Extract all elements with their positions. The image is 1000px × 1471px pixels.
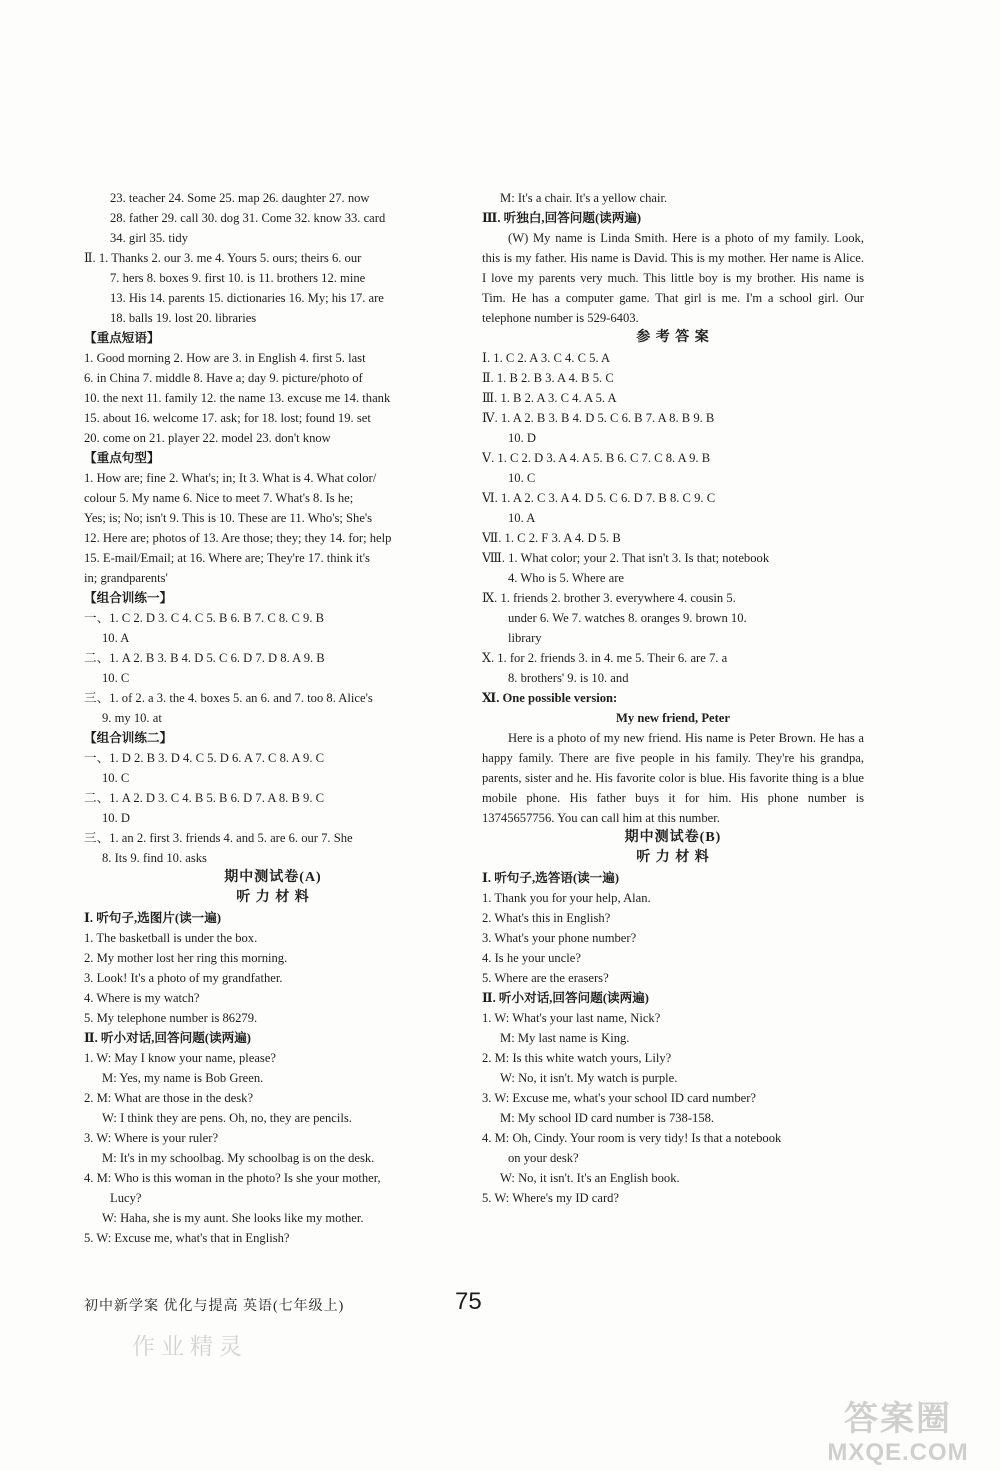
text-line: 4. Where is my watch? [84,991,200,1005]
text-line: Ⅲ. 1. B 2. A 3. C 4. A 5. A [482,391,617,405]
text-line: library [508,631,542,645]
text-line: Lucy? [110,1191,142,1205]
text-line: W: Haha, she is my aunt. She looks like my mother. [102,1211,364,1225]
section-heading: 参 考 答 案 [636,330,710,345]
text-line: Ⅶ. 1. C 2. F 3. A 4. D 5. B [482,531,621,545]
text-line: M: It's a chair. It's a yellow chair. [500,191,668,205]
text-line: on your desk? [508,1151,579,1165]
text-line: 3. What's your phone number? [482,931,637,945]
text-line: 三、1. an 2. first 3. friends 4. and 5. are 6. our 7. She [84,831,353,845]
section-heading: Ⅱ. 听小对话,回答问题(读两遍) [482,991,649,1005]
text-line: 12. Here are; photos of 13. Are those; they; they 14. for; help [84,531,392,545]
text-line: 10. C [508,471,536,485]
text-line: 4. M: Who is this woman in the photo? Is she your mother, [84,1171,381,1185]
text-line: 10. C [102,671,130,685]
section-heading: 听 力 材 料 [236,890,310,905]
text-line: M: My last name is King. [500,1031,630,1045]
text-line: Ⅹ. 1. for 2. friends 3. in 4. me 5. Their 6. are 7. a [482,651,728,665]
text-line: 5. W: Where's my ID card? [482,1191,620,1205]
section-heading: Ⅲ. 听独白,回答问题(读两遍) [482,211,642,225]
book-title: 初中新学案 优化与提高 英语(七年级上) [84,1299,345,1314]
paragraph: (W) My name is Linda Smith. Here is a photo of my family. Look, this is my father. His name is David. This is my mother. Her name is Alice. I love my parents very much. This little boy is my brother. His name is Tim. He has a computer game. That girl is me. I'm a school girl. Our telephone number is 529-6403. [482,231,864,325]
text-line: 2. M: Is this white watch yours, Lily? [482,1051,672,1065]
text-line: W: I think they are pens. Oh, no, they are pencils. [102,1111,352,1125]
text-line: W: No, it isn't. My watch is purple. [500,1071,678,1085]
section-heading: 【重点短语】 [84,331,160,345]
text-line: 15. E-mail/Email; at 16. Where are; They're 17. think it's [84,551,370,565]
text-line: 13. His 14. parents 15. dictionaries 16. My; his 17. are [110,291,384,305]
text-line: 1. W: May I know your name, please? [84,1051,276,1065]
right-column [482,188,864,1208]
text-line: 10. D [102,811,130,825]
watermark-logo-text: 答案圈 [844,1401,952,1438]
text-line: M: It's in my schoolbag. My schoolbag is on the desk. [102,1151,375,1165]
text-line: 1. The basketball is under the box. [84,931,258,945]
text-line: Yes; is; No; isn't 9. This is 10. These are 11. Who's; She's [84,511,373,525]
text-line: 2. M: What are those in the desk? [84,1091,254,1105]
section-heading: 期中测试卷(B) [624,830,722,845]
watermark-url: MXQE.COM [827,1439,969,1466]
text-line: 8. Its 9. find 10. asks [102,851,207,865]
text-line: 9. my 10. at [102,711,162,725]
text-line: Ⅰ. 1. C 2. A 3. C 4. C 5. A [482,351,611,365]
text-line: 4. Is he your uncle? [482,951,581,965]
text-line: 一、1. C 2. D 3. C 4. C 5. B 6. B 7. C 8. C 9. B [84,611,325,625]
section-heading: My new friend, Peter [615,711,730,725]
text-line: 3. W: Excuse me, what's your school ID card number? [482,1091,757,1105]
text-line: 3. W: Where is your ruler? [84,1131,219,1145]
text-line: 10. D [508,431,536,445]
text-line: 1. How are; fine 2. What's; in; It 3. What is 4. What color/ [84,471,377,485]
text-line: 1. Good morning 2. How are 3. in English 4. first 5. last [84,351,366,365]
text-line: 7. hers 8. boxes 9. first 10. is 11. brothers 12. mine [110,271,366,285]
watermark-logo [818,1400,978,1470]
text-line: Ⅳ. 1. A 2. B 3. B 4. D 5. C 6. B 7. A 8. B 9. B [482,411,715,425]
section-heading: 【组合训练一】 [84,591,173,605]
section-heading: 【重点句型】 [84,451,160,465]
text-line: 2. My mother lost her ring this morning. [84,951,288,965]
text-line: 1. W: What's your last name, Nick? [482,1011,661,1025]
text-line: under 6. We 7. watches 8. oranges 9. brown 10. [508,611,747,625]
text-line: 15. about 16. welcome 17. ask; for 18. lost; found 19. set [84,411,371,425]
text-line: 34. girl 35. tidy [110,231,189,245]
text-line: 1. Thank you for your help, Alan. [482,891,651,905]
text-line: 10. A [508,511,536,525]
section-heading: Ⅰ. 听句子,选答语(读一遍) [482,871,620,885]
section-heading: Ⅰ. 听句子,选图片(读一遍) [84,911,222,925]
text-line: 二、1. A 2. B 3. B 4. D 5. C 6. D 7. D 8. A 9. B [84,651,325,665]
section-heading: 听 力 材 料 [636,850,710,865]
text-line: 10. C [102,771,130,785]
text-line: 5. My telephone number is 86279. [84,1011,258,1025]
text-line: 5. W: Excuse me, what's that in English? [84,1231,290,1245]
text-line: 28. father 29. call 30. dog 31. Come 32. know 33. card [110,211,386,225]
text-line: Ⅵ. 1. A 2. C 3. A 4. D 5. C 6. D 7. B 8. C 9. C [482,491,716,505]
text-line: 8. brothers' 9. is 10. and [508,671,629,685]
text-line: 20. come on 21. player 22. model 23. don't know [84,431,331,445]
text-line: 5. Where are the erasers? [482,971,609,985]
text-line: 10. the next 11. family 12. the name 13. excuse me 14. thank [84,391,391,405]
text-line: 10. A [102,631,130,645]
text-line: 一、1. D 2. B 3. D 4. C 5. D 6. A 7. C 8. A 9. C [84,751,325,765]
text-line: 3. Look! It's a photo of my grandfather. [84,971,283,985]
left-column [84,188,462,1248]
text-line: 6. in China 7. middle 8. Have a; day 9. picture/photo of [84,371,363,385]
text-line: Ⅴ. 1. C 2. D 3. A 4. A 5. B 6. C 7. C 8. A 9. B [482,451,711,465]
text-line: 4. Who is 5. Where are [508,571,624,585]
text-line: 4. M: Oh, Cindy. Your room is very tidy! Is that a notebook [482,1131,782,1145]
section-heading: Ⅺ. One possible version: [482,691,618,705]
text-line: in; grandparents' [84,571,168,585]
text-line: 23. teacher 24. Some 25. map 26. daughter 27. now [110,191,370,205]
text-line: M: My school ID card number is 738-158. [500,1111,715,1125]
text-line: 2. What's this in English? [482,911,611,925]
text-line: Ⅱ. 1. Thanks 2. our 3. me 4. Yours 5. ours; theirs 6. our [84,251,362,265]
stamp-logo: 作业精灵 [132,1334,248,1359]
text-line: 三、1. of 2. a 3. the 4. boxes 5. an 6. and 7. too 8. Alice's [84,691,373,705]
paragraph: Here is a photo of my new friend. His name is Peter Brown. He has a happy family. There are five people in his family. They're his grandpa, parents, sister and he. His favorite color is blue. His favorite thing is a blue mobile phone. His father buys it for him. His phone number is 13745657756. You can call him at this number. [482,731,864,825]
section-heading: Ⅱ. 听小对话,回答问题(读两遍) [84,1031,251,1045]
text-line: Ⅱ. 1. B 2. B 3. A 4. B 5. C [482,371,614,385]
section-heading: 【组合训练二】 [84,731,173,745]
text-line: M: Yes, my name is Bob Green. [102,1071,264,1085]
text-line: 18. balls 19. lost 20. libraries [110,311,257,325]
section-heading: 期中测试卷(A) [224,870,322,885]
text-line: Ⅷ. 1. What color; your 2. That isn't 3. Is that; notebook [482,551,770,565]
text-line: W: No, it isn't. It's an English book. [500,1171,680,1185]
page-number: 75 [455,1288,482,1315]
text-line: 二、1. A 2. D 3. C 4. B 5. B 6. D 7. A 8. B 9. C [84,791,325,805]
text-line: Ⅸ. 1. friends 2. brother 3. everywhere 4. cousin 5. [482,591,736,605]
text-line: colour 5. My name 6. Nice to meet 7. What's 8. Is he; [84,491,354,505]
